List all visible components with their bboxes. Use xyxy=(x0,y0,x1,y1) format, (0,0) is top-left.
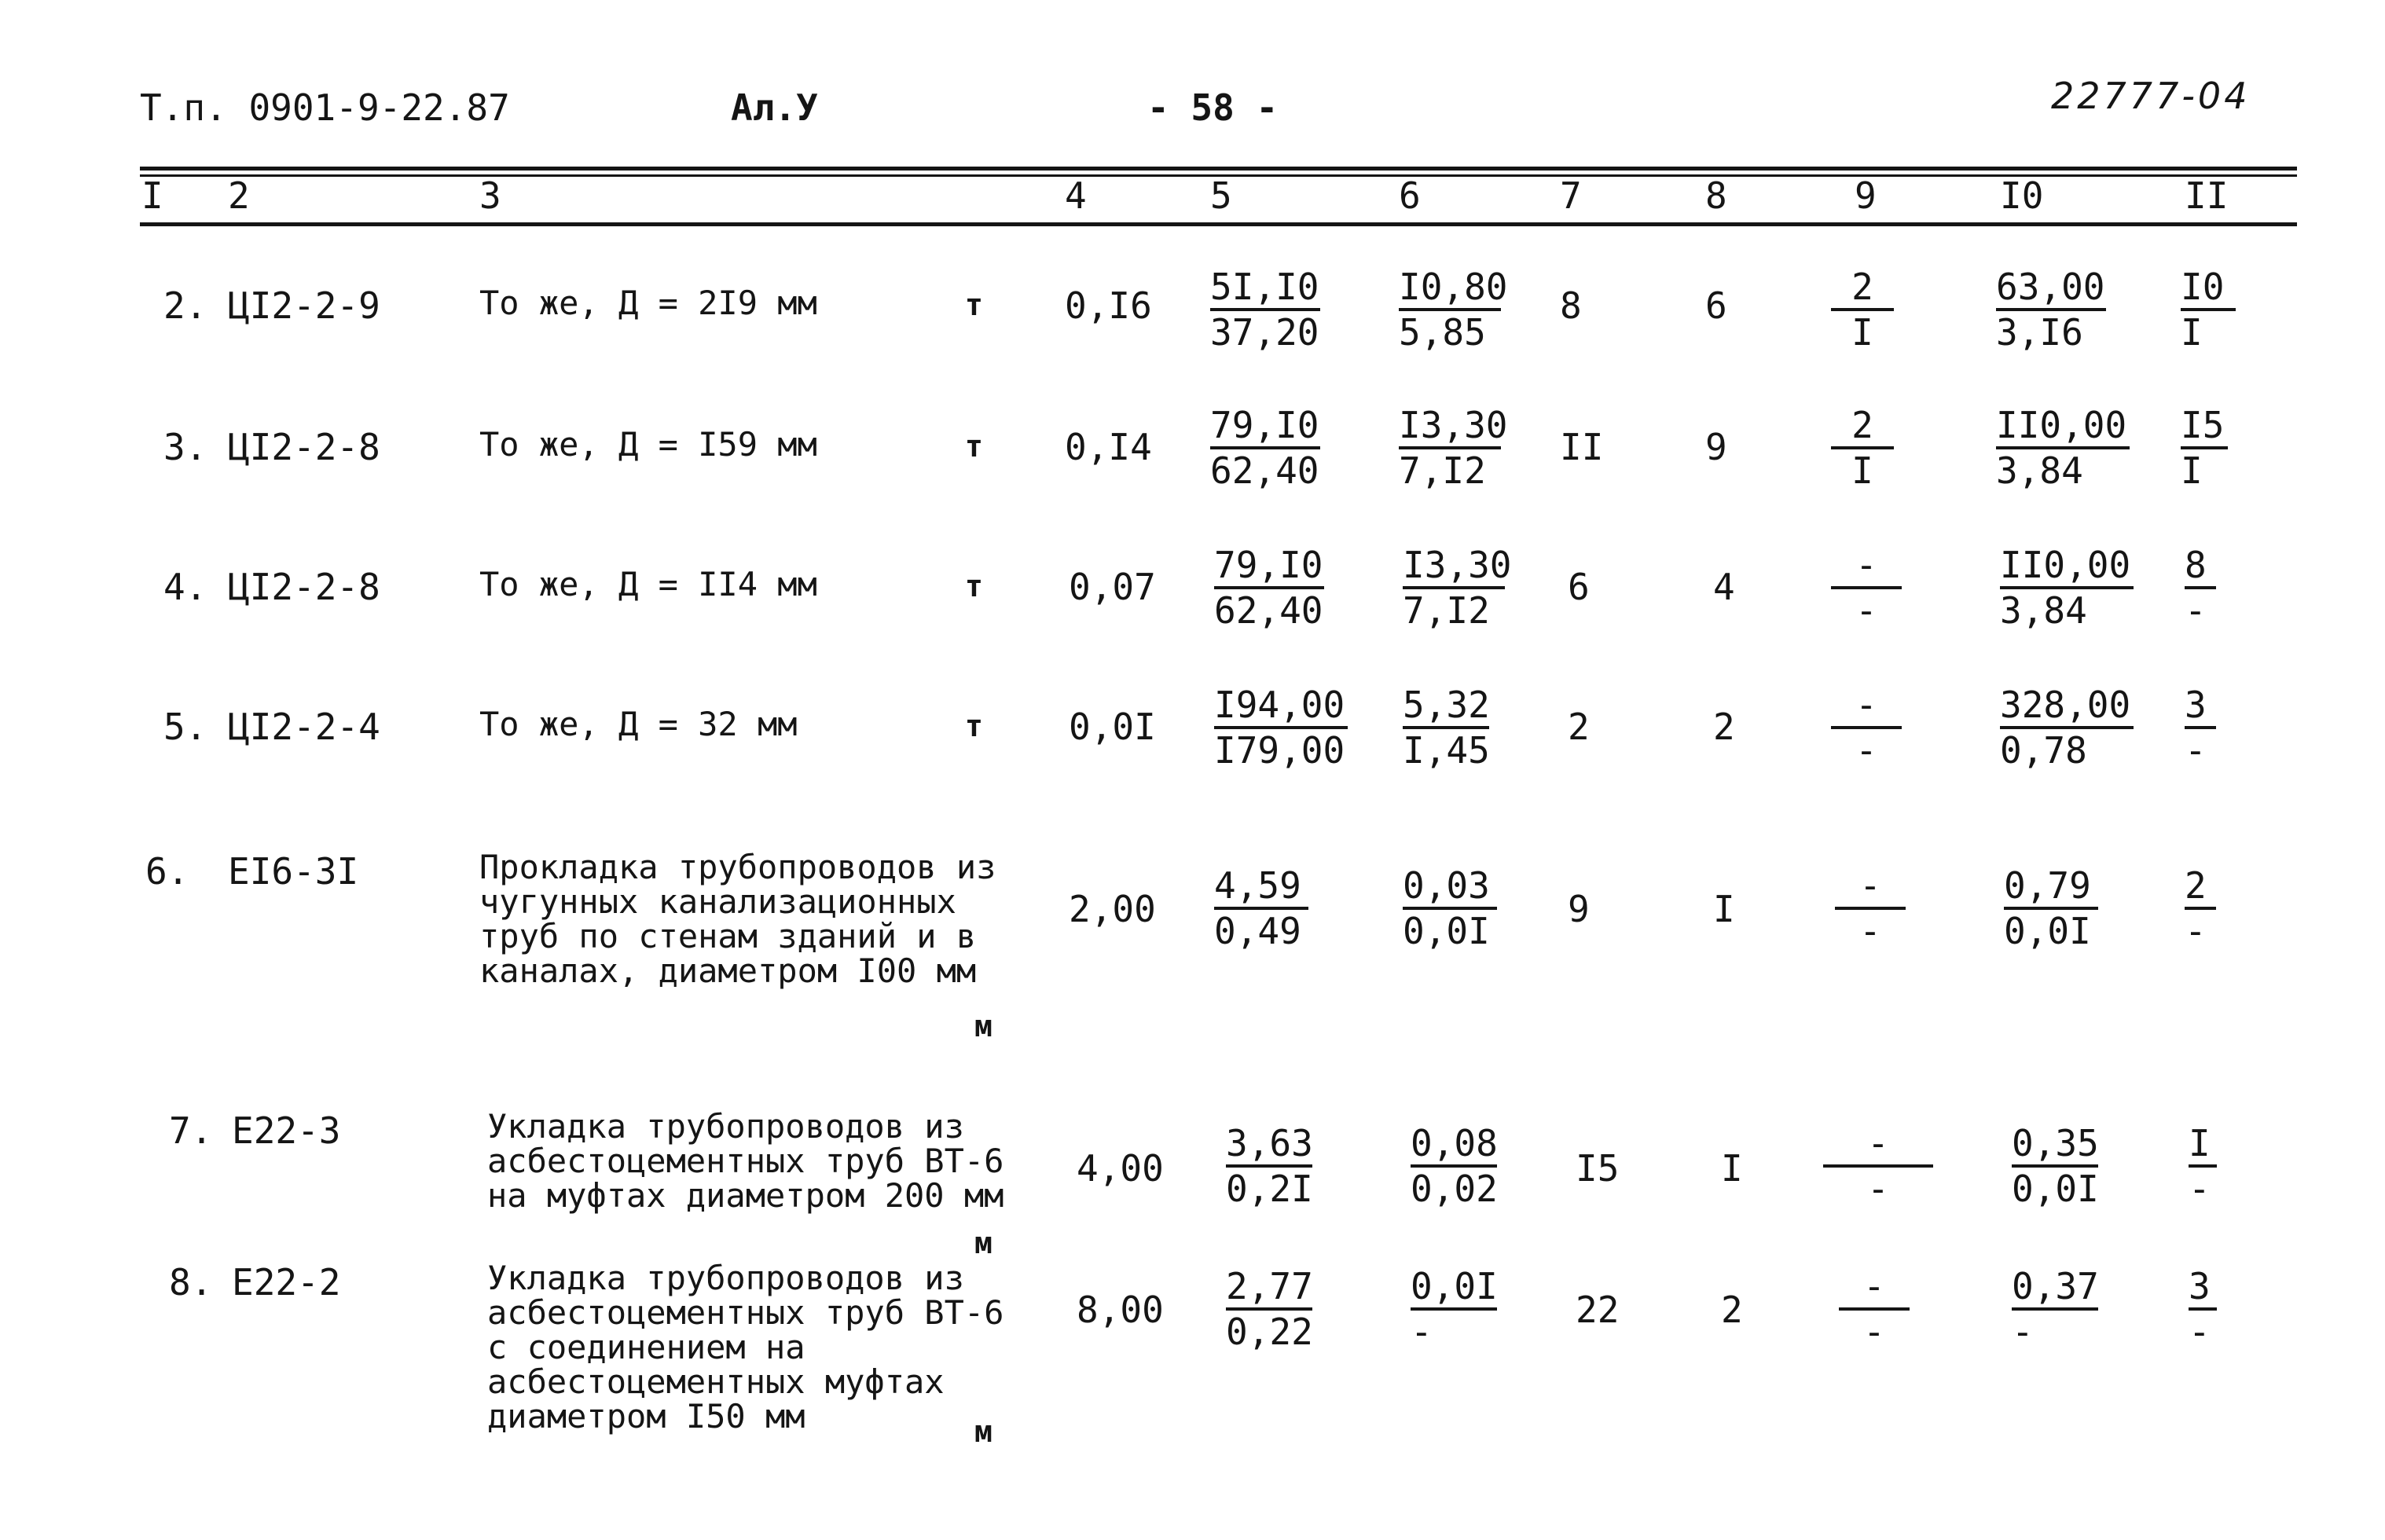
col9-top: 2 xyxy=(1831,267,1894,311)
doc-reference: Т.п. 0901-9-22.87 xyxy=(140,86,510,129)
col-num-9: 9 xyxy=(1855,174,1877,217)
row-description: То же, Д = I59 мм xyxy=(479,425,817,464)
col9-bottom: - xyxy=(1859,910,1881,952)
col8-value: 9 xyxy=(1705,426,1727,468)
row-description: То же, Д = II4 мм xyxy=(479,565,817,603)
col5-top: 5I,I0 xyxy=(1210,267,1320,311)
col9-fraction xyxy=(1831,685,1902,772)
row-unit: т xyxy=(965,709,983,743)
row-quantity: 0,I6 xyxy=(1065,284,1152,327)
col6-fraction xyxy=(1403,544,1512,632)
col10-fraction xyxy=(2000,545,2134,632)
row-unit: м xyxy=(974,1226,993,1260)
album-label: Ал.У xyxy=(731,86,818,129)
col9-top: - xyxy=(1831,685,1902,729)
col5-bottom: 62,40 xyxy=(1210,449,1319,492)
col5-bottom: 37,20 xyxy=(1210,311,1319,354)
col10-top: 0,35 xyxy=(2012,1124,2098,1168)
col6-fraction xyxy=(1403,866,1497,952)
col8-value: 6 xyxy=(1705,284,1727,327)
row-code: ЦI2-2-8 xyxy=(228,426,380,468)
col5-bottom: 0,49 xyxy=(1214,910,1301,952)
col11-fraction xyxy=(2185,866,2216,952)
col5-top: 4,59 xyxy=(1214,866,1308,910)
col8-value: I xyxy=(1713,888,1735,930)
col10-fraction xyxy=(2012,1267,2098,1353)
col-num-10: I0 xyxy=(2000,174,2044,217)
col6-fraction xyxy=(1399,266,1508,354)
col11-top: 2 xyxy=(2185,866,2216,910)
col9-top: - xyxy=(1835,866,1906,910)
col6-bottom: 0,0I xyxy=(1403,910,1490,952)
col10-bottom: 3,I6 xyxy=(1996,311,2083,354)
row-description: Прокладка трубопроводов из чугунных канализационных труб по стенам зданий и в каналах, диаметром I00 мм xyxy=(479,848,996,990)
col10-fraction xyxy=(2012,1124,2098,1210)
col9-bottom: - xyxy=(1863,1311,1885,1353)
row-number: 2. xyxy=(163,284,207,327)
col6-fraction xyxy=(1403,685,1489,772)
col5-fraction xyxy=(1214,866,1308,952)
col9-fraction xyxy=(1831,545,1902,632)
col-num-4: 4 xyxy=(1065,174,1087,217)
row-description: То же, Д = 32 мм xyxy=(479,705,798,743)
col6-bottom: 7,I2 xyxy=(1399,449,1486,492)
col8-value: 2 xyxy=(1721,1289,1743,1331)
col-num-11: II xyxy=(2185,174,2229,217)
col9-top: - xyxy=(1823,1124,1933,1168)
col5-fraction xyxy=(1214,545,1324,632)
col11-bottom: - xyxy=(2185,910,2207,952)
col6-bottom: - xyxy=(1411,1311,1433,1353)
col9-bottom: I xyxy=(1851,311,1873,354)
row-description: Укладка трубопроводов из асбестоцементных труб ВТ-6 на муфтах диаметром 200 мм xyxy=(487,1107,1004,1215)
col10-fraction xyxy=(1996,405,2130,492)
col9-top: 2 xyxy=(1831,405,1894,449)
col10-bottom: 0,0I xyxy=(2004,910,2091,952)
col6-fraction xyxy=(1411,1124,1497,1210)
col5-fraction xyxy=(1210,405,1320,492)
col10-top: 0,37 xyxy=(2012,1267,2098,1311)
col-num-5: 5 xyxy=(1210,174,1232,217)
column-numbers-rule xyxy=(140,222,2297,226)
row-description: То же, Д = 2I9 мм xyxy=(479,284,817,322)
col5-fraction xyxy=(1226,1267,1312,1353)
row-quantity: 0,07 xyxy=(1069,566,1156,608)
col5-top: 3,63 xyxy=(1226,1124,1312,1168)
col11-fraction xyxy=(2185,685,2216,772)
col9-fraction xyxy=(1835,866,1906,952)
col11-fraction xyxy=(2181,405,2228,492)
col7-value: 6 xyxy=(1568,566,1590,608)
col9-fraction xyxy=(1831,267,1894,354)
row-number: 3. xyxy=(163,426,207,468)
col6-top: 0,0I xyxy=(1411,1267,1497,1311)
col10-top: 328,00 xyxy=(2000,685,2134,729)
col11-bottom: - xyxy=(2185,589,2207,632)
col11-top: 3 xyxy=(2189,1267,2217,1311)
col5-top: 2,77 xyxy=(1226,1267,1312,1311)
col8-value: 4 xyxy=(1713,566,1735,608)
col5-bottom: 62,40 xyxy=(1214,589,1323,632)
col11-top: I5 xyxy=(2181,405,2228,449)
col9-top: - xyxy=(1839,1267,1910,1311)
row-description: Укладка трубопроводов из асбестоцементных труб ВТ-6 с соединением на асбестоцементных муфтах диаметром I50 мм xyxy=(487,1259,1004,1436)
row-unit: т xyxy=(965,288,983,322)
col10-bottom: 3,84 xyxy=(2000,589,2087,632)
col7-value: II xyxy=(1560,426,1604,468)
row-number: 8. xyxy=(169,1261,213,1304)
col10-top: II0,00 xyxy=(2000,545,2134,589)
col10-bottom: - xyxy=(2012,1311,2034,1353)
col11-bottom: - xyxy=(2189,1311,2211,1353)
col7-value: 8 xyxy=(1560,284,1582,327)
col5-fraction xyxy=(1210,267,1320,354)
col-num-8: 8 xyxy=(1705,174,1727,217)
col6-top: I3,30 xyxy=(1399,405,1501,449)
row-number: 6. xyxy=(145,850,189,893)
col11-top: I xyxy=(2189,1124,2217,1168)
col-num-6: 6 xyxy=(1399,174,1421,217)
col10-fraction xyxy=(2000,685,2134,772)
col8-value: I xyxy=(1721,1147,1743,1190)
col9-fraction xyxy=(1831,405,1894,492)
col10-top: 0,79 xyxy=(2004,866,2098,910)
col5-top: I94,00 xyxy=(1214,685,1348,729)
row-code: ЦI2-2-9 xyxy=(228,284,380,327)
row-number: 7. xyxy=(169,1109,213,1152)
col6-bottom: 0,02 xyxy=(1411,1168,1498,1210)
row-code: ЕI6-3I xyxy=(228,850,359,893)
col5-bottom: 0,2I xyxy=(1226,1168,1313,1210)
col10-top: II0,00 xyxy=(1996,405,2130,449)
col-num-3: 3 xyxy=(479,174,501,217)
col11-top: 3 xyxy=(2185,685,2216,729)
row-unit: т xyxy=(965,569,983,603)
col9-top: - xyxy=(1831,545,1902,589)
row-number: 4. xyxy=(163,566,207,608)
row-code: ЦI2-2-8 xyxy=(228,566,380,608)
col9-fraction xyxy=(1839,1267,1910,1353)
col5-top: 79,I0 xyxy=(1214,545,1324,589)
row-quantity: 0,I4 xyxy=(1065,426,1152,468)
col7-value: 9 xyxy=(1568,888,1590,930)
row-unit: м xyxy=(974,1009,993,1043)
col6-bottom: 5,85 xyxy=(1399,311,1486,354)
col-num-1: I xyxy=(141,174,163,217)
col6-fraction xyxy=(1399,404,1508,492)
col10-bottom: 0,0I xyxy=(2012,1168,2099,1210)
col9-bottom: I xyxy=(1851,449,1873,492)
col6-top: 5,32 xyxy=(1403,685,1489,729)
col5-bottom: I79,00 xyxy=(1214,729,1345,772)
col11-fraction xyxy=(2189,1124,2217,1210)
row-quantity: 0,0I xyxy=(1069,706,1156,748)
col6-top: 0,03 xyxy=(1403,866,1497,910)
col-num-2: 2 xyxy=(228,174,250,217)
inventory-number: 22777-04 xyxy=(2051,75,2251,117)
row-code: Е22-2 xyxy=(232,1261,341,1304)
col10-top: 63,00 xyxy=(1996,267,2106,311)
col11-top: 8 xyxy=(2185,545,2216,589)
row-unit: м xyxy=(974,1414,993,1449)
col10-bottom: 0,78 xyxy=(2000,729,2087,772)
col9-bottom: - xyxy=(1867,1168,1889,1210)
col6-bottom: I,45 xyxy=(1403,729,1490,772)
col5-bottom: 0,22 xyxy=(1226,1311,1313,1353)
col11-bottom: I xyxy=(2181,449,2203,492)
col8-value: 2 xyxy=(1713,706,1735,748)
row-unit: т xyxy=(965,429,983,464)
col11-fraction xyxy=(2189,1267,2217,1353)
col5-top: 79,I0 xyxy=(1210,405,1320,449)
col11-fraction xyxy=(2185,545,2216,632)
col6-bottom: 7,I2 xyxy=(1403,589,1490,632)
col11-bottom: I xyxy=(2181,311,2203,354)
col7-value: 22 xyxy=(1576,1289,1620,1331)
col6-top: I0,80 xyxy=(1399,267,1501,311)
col5-fraction xyxy=(1226,1124,1312,1210)
col11-top: I0 xyxy=(2181,267,2236,311)
col6-fraction xyxy=(1411,1267,1497,1353)
row-number: 5. xyxy=(163,706,207,748)
row-code: ЦI2-2-4 xyxy=(228,706,380,748)
col6-top: 0,08 xyxy=(1411,1124,1497,1168)
col9-bottom: - xyxy=(1855,589,1877,632)
page-number: - 58 - xyxy=(1147,86,1279,129)
col10-fraction xyxy=(1996,267,2106,354)
col11-bottom: - xyxy=(2189,1168,2211,1210)
row-quantity: 8,00 xyxy=(1077,1289,1164,1331)
col9-fraction xyxy=(1823,1124,1933,1210)
col9-bottom: - xyxy=(1855,729,1877,772)
col11-fraction xyxy=(2181,267,2236,354)
top-rule-1 xyxy=(140,167,2297,170)
row-quantity: 4,00 xyxy=(1077,1147,1164,1190)
col6-top: I3,30 xyxy=(1403,545,1505,589)
col7-value: 2 xyxy=(1568,706,1590,748)
col10-bottom: 3,84 xyxy=(1996,449,2083,492)
row-code: Е22-3 xyxy=(232,1109,341,1152)
col-num-7: 7 xyxy=(1560,174,1582,217)
col10-fraction xyxy=(2004,866,2098,952)
col7-value: I5 xyxy=(1576,1147,1620,1190)
col5-fraction xyxy=(1214,685,1348,772)
row-quantity: 2,00 xyxy=(1069,888,1156,930)
col11-bottom: - xyxy=(2185,729,2207,772)
